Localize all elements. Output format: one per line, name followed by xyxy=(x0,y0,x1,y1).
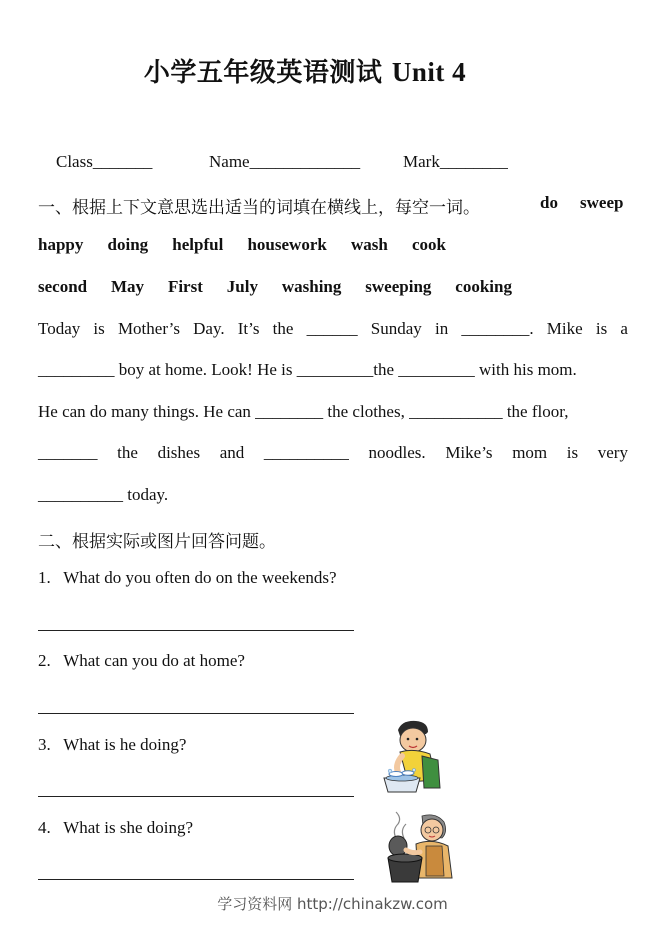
passage-word: a xyxy=(620,319,628,338)
passage-word: Mike xyxy=(546,319,583,338)
word-option: sweep xyxy=(580,193,624,212)
question-text: What is she doing? xyxy=(63,818,194,837)
passage-word: is xyxy=(93,319,105,338)
passage-word: Today xyxy=(38,319,81,338)
word-option: First xyxy=(167,277,203,296)
word-option: do xyxy=(540,193,558,212)
answer-blank: _______ xyxy=(38,443,98,462)
word-option: housework xyxy=(247,235,327,254)
mark-field: Mark________ xyxy=(403,152,508,171)
passage-line-4 xyxy=(38,443,628,463)
boy-washing-dishes-image xyxy=(380,716,448,796)
answer-blank: ______ xyxy=(306,319,358,338)
passage-word: Sunday xyxy=(370,319,422,338)
word-bank-line-3 xyxy=(38,277,512,297)
passage-word: and xyxy=(219,443,245,462)
answer-line-3[interactable] xyxy=(38,796,354,797)
passage-word: Mother’s xyxy=(117,319,180,338)
question-2 xyxy=(38,651,245,671)
question-number: 4. xyxy=(38,818,51,837)
passage-text: He can do many things. He can ________ the clothes, ___________ the floor, xyxy=(38,402,569,421)
word-option: July xyxy=(226,277,258,296)
passage-word: Day. xyxy=(193,319,225,338)
answer-line-4[interactable] xyxy=(38,879,354,880)
passage-word: mom xyxy=(512,443,548,462)
passage-word: the xyxy=(117,443,138,462)
name-field: Name_____________ xyxy=(209,152,361,171)
woman-cooking-image xyxy=(382,808,462,888)
answer-line-1[interactable] xyxy=(38,630,354,631)
passage-line-2 xyxy=(38,360,628,380)
question-text: What is he doing? xyxy=(63,735,187,754)
page-title xyxy=(0,52,610,89)
question-text: What do you often do on the weekends? xyxy=(63,568,337,587)
passage-word: dishes xyxy=(157,443,201,462)
question-3 xyxy=(38,735,186,755)
section1-heading: 一、根据上下文意思选出适当的词填在横线上，每空一词。 xyxy=(38,198,480,218)
word-option: doing xyxy=(107,235,149,254)
answer-line-2[interactable] xyxy=(38,713,354,714)
word-option: washing xyxy=(281,277,342,296)
passage-word: in xyxy=(434,319,449,338)
answer-blank: ________. xyxy=(461,319,534,338)
passage-text: _________ boy at home. Look! He is _________the _________ with his mom. xyxy=(38,360,577,379)
answer-blank: __________ xyxy=(263,443,349,462)
passage-line-3 xyxy=(38,402,628,422)
word-option: May xyxy=(111,277,145,296)
word-option: wash xyxy=(350,235,388,254)
title-zh: 小学五年级英语测试 xyxy=(143,58,383,88)
passage-line-5: __________ today. xyxy=(38,485,169,504)
passage-word: is xyxy=(566,443,579,462)
question-number: 2. xyxy=(38,651,51,670)
question-number: 1. xyxy=(38,568,51,587)
footer-watermark: 学习资料网 http://chinakzw.com xyxy=(217,895,448,913)
question-text: What can you do at home? xyxy=(63,651,245,670)
word-option: happy xyxy=(38,235,84,254)
word-option: cooking xyxy=(455,277,512,296)
passage-word: It’s xyxy=(237,319,260,338)
question-number: 3. xyxy=(38,735,51,754)
passage-word: Mike’s xyxy=(445,443,493,462)
passage-word: noodles. xyxy=(368,443,426,462)
word-option: sweeping xyxy=(365,277,432,296)
question-1 xyxy=(38,568,337,588)
word-option: cook xyxy=(411,235,446,254)
passage-word: the xyxy=(272,319,294,338)
question-4 xyxy=(38,818,193,838)
passage-word: is xyxy=(595,319,608,338)
passage-line-1 xyxy=(38,319,628,339)
word-bank-line-2 xyxy=(38,235,446,255)
title-unit: Unit 4 xyxy=(391,57,467,87)
word-option: second xyxy=(38,277,88,296)
section2-heading: 二、根据实际或图片回答问题。 xyxy=(38,532,276,552)
word-option: helpful xyxy=(172,235,224,254)
class-field: Class_______ xyxy=(56,152,153,171)
passage-word: very xyxy=(597,443,628,462)
